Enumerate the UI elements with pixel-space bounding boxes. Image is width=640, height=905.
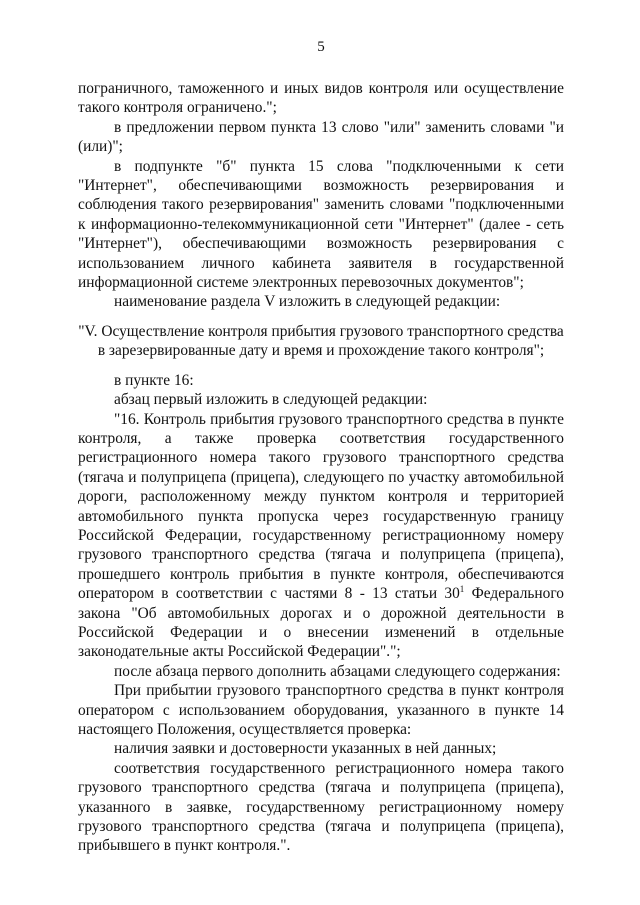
paragraph-arrival-check: При прибытии грузового транспортного средства в пункт контроля оператором с использованием оборудования, указанного в пункте 14 настоящего Положения, осуществляется проверка:: [78, 682, 564, 738]
paragraph-add-abzacs: после абзаца первого дополнить абзацами следующего содержания:: [114, 662, 561, 680]
section-v-heading: [78, 322, 564, 361]
paragraph-amend-point-15: в подпункте "б" пункта 15 слова "подключенными к сети "Интернет", обеспечивающими возможность резервирования и соблюдения такого резервирования" заменить словами "подключенными к информационно-телекоммуникационной сети "Интернет" (далее - сеть "Интернет"), обеспечивающими возможность резервирования с использованием личного кабинета заявителя в государственной информационной системе электронных перевозочных документов";: [78, 157, 564, 292]
paragraph-amend-point-13: в предложении первом пункта 13 слово "или" заменить словами "и (или)";: [78, 118, 564, 156]
paragraph-point-16: в пункте 16:: [114, 371, 194, 389]
paragraph-point-16-new-text: [78, 410, 564, 662]
point-16-text-part-2: Федерального закона "Об автомобильных дорогах и о дорожной деятельности в Российской Федерации и о внесении изменений в отдельные законодательные акты Российской Федерации".";: [78, 585, 564, 661]
document-page: [78, 38, 564, 856]
paragraph-first-abzac: абзац первый изложить в следующей редакции:: [114, 391, 428, 409]
point-16-text-part-1: "16. Контроль прибытия грузового транспортного средства в пункте контроля, а также проверка соответствия государственного регистрационного номера такого грузового транспортного средства (тягача и полуприцепа (прицепа), следующего по участку автомобильной дороги, расположенному между пунктом контроля и территорией автомобильного пункта пропуска через государственную границу Российской Федерации, государственному регистрационному номеру грузового транспортного средства (тягача и полуприцепа (прицепа), прошедшего контроль прибытия в пункте контроля, обеспечиваются оператором в соответствии с частями 8 - 13 статьи 30: [78, 410, 564, 603]
paragraph-application-check: наличия заявки и достоверности указанных в ней данных;: [114, 740, 497, 758]
paragraph-section-v-title-intro: наименование раздела V изложить в следующей редакции:: [114, 293, 501, 311]
section-v-heading-line-2: в зарезервированные дату и время и прохождение такого контроля";: [97, 342, 545, 360]
page-number: 5: [317, 39, 325, 55]
section-v-heading-line-1: "V. Осуществление контроля прибытия грузового транспортного средства: [78, 322, 564, 340]
article-superscript: 1: [459, 584, 465, 595]
paragraph-number-match-check: соответствия государственного регистрационного номера такого грузового транспортного средства (тягача и полуприцепа (прицепа), указанного в заявке, государственному регистрационному номеру грузового транспортного средства (тягача и полуприцепа (прицепа), прибывшего в пункт контроля.".: [78, 759, 564, 855]
paragraph-continuation: пограничного, таможенного и иных видов контроля или осуществление такого контроля ограничено.";: [78, 80, 564, 117]
